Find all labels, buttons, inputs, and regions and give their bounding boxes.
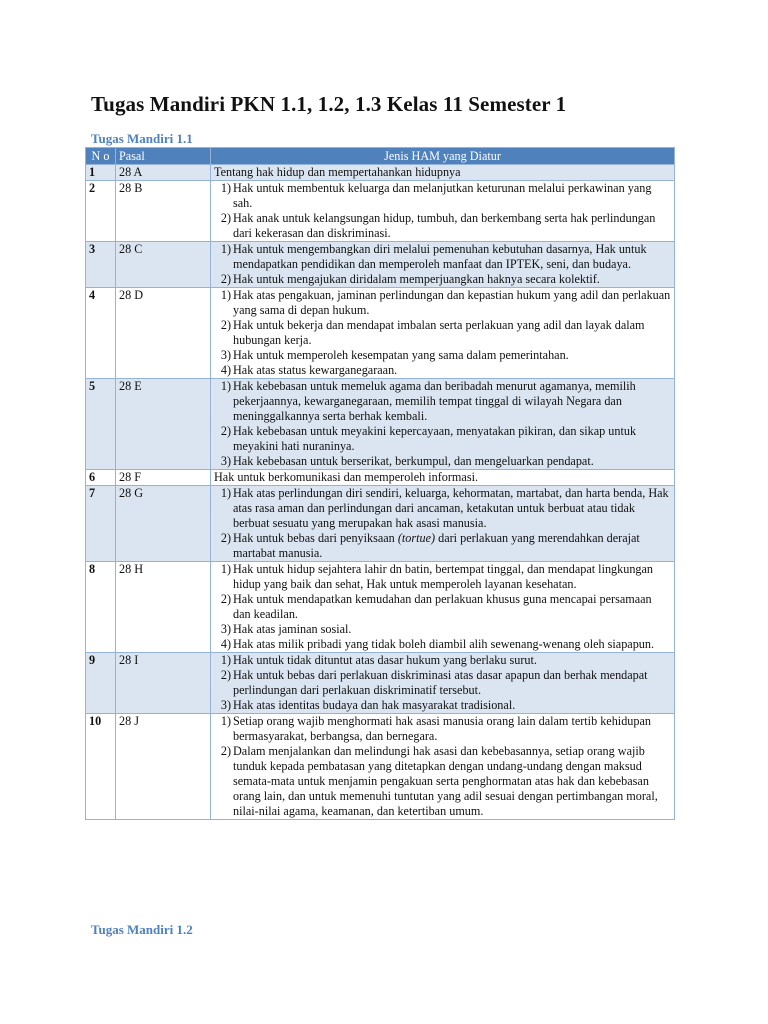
ham-item-list [211, 288, 671, 378]
item-text: Hak untuk bebas dari perlakuan diskriminasi atas dasar apapun dan berhak mendapat perlindungan dari perlakuan diskriminatif tersebut. [233, 668, 648, 697]
item-number: 2) [220, 592, 231, 606]
table-header-row [86, 148, 675, 165]
list-item [220, 714, 671, 744]
row-jenis-ham [211, 181, 675, 242]
column-header-jenis-ham: Jenis HAM yang Diatur [211, 148, 675, 165]
row-jenis-ham [211, 242, 675, 288]
list-item [220, 348, 671, 363]
section-title-1-2: Tugas Mandiri 1.2 [91, 922, 193, 937]
document-title: Tugas Mandiri PKN 1.1, 1.2, 1.3 Kelas 11 Semester 1 [91, 92, 567, 116]
table-row [86, 714, 675, 820]
table-row [86, 562, 675, 653]
item-text: Hak atas identitas budaya dan hak masyarakat tradisional. [233, 698, 516, 712]
ham-item-list [211, 486, 671, 561]
ham-item-list [211, 714, 671, 819]
list-item [220, 653, 671, 668]
item-text: Hak atas pengakuan, jaminan perlindungan dan kepastian hukum yang adil dan perlakuan yang sama di depan hukum. [233, 288, 671, 317]
table-row [86, 165, 675, 181]
list-item [220, 424, 671, 454]
row-number: 5 [86, 379, 116, 470]
table-row [86, 288, 675, 379]
column-header-no: N o [86, 148, 116, 165]
table-body [86, 165, 675, 820]
item-number: 3) [220, 454, 231, 468]
item-number: 3) [220, 622, 231, 636]
row-jenis-ham [211, 165, 675, 181]
item-number: 4) [220, 637, 231, 651]
row-number: 7 [86, 486, 116, 562]
item-number: 1) [220, 714, 231, 728]
item-text: Hak kebebasan untuk meyakini kepercayaan, menyatakan pikiran, dan sikap untuk meyakini hati nuraninya. [233, 424, 637, 453]
row-number: 9 [86, 653, 116, 714]
row-pasal: 28 H [116, 562, 211, 653]
item-number: 2) [220, 272, 231, 286]
ham-item-list [211, 653, 671, 713]
item-text: Hak untuk hidup sejahtera lahir dn batin, bertempat tinggal, dan mendapat lingkungan hidup yang baik dan sehat, Hak untuk memperoleh layanan kesehatan. [233, 562, 654, 591]
table-row [86, 653, 675, 714]
item-text: Hak untuk membentuk keluarga dan melanjutkan keturunan melalui perkawinan yang sah. [233, 181, 652, 210]
item-text: Hak atas status kewarganegaraan. [233, 363, 398, 377]
row-jenis-ham [211, 653, 675, 714]
row-pasal: 28 G [116, 486, 211, 562]
ham-item-list [211, 379, 671, 469]
item-number: 1) [220, 181, 231, 195]
ham-item-list [211, 242, 671, 287]
row-number: 1 [86, 165, 116, 181]
row-jenis-ham [211, 288, 675, 379]
item-number: 1) [220, 288, 231, 302]
row-number: 2 [86, 181, 116, 242]
item-text: Hak atas milik pribadi yang tidak boleh diambil alih sewenang-wenang oleh siapapun. [233, 637, 655, 651]
row-pasal: 28 B [116, 181, 211, 242]
list-item [220, 454, 671, 469]
item-number: 1) [220, 653, 231, 667]
item-number: 1) [220, 562, 231, 576]
list-item [220, 668, 671, 698]
item-text: Setiap orang wajib menghormati hak asasi manusia orang lain dalam tertib kehidupan bermasyarakat, berbangsa, dan bernegara. [233, 714, 651, 743]
table-row [86, 379, 675, 470]
item-number: 2) [220, 668, 231, 682]
item-number: 3) [220, 348, 231, 362]
list-item [220, 698, 671, 713]
item-text: Hak untuk bebas dari penyiksaan (tortue) dari perlakuan yang merendahkan derajat martabat manusia. [233, 531, 640, 560]
table-row [86, 470, 675, 486]
item-text: Hak atas jaminan sosial. [233, 622, 352, 636]
item-text: Hak untuk mendapatkan kemudahan dan perlakuan khusus guna mencapai persamaan dan keadilan. [233, 592, 652, 621]
row-text: Hak untuk berkomunikasi dan memperoleh informasi. [214, 470, 479, 484]
row-jenis-ham [211, 714, 675, 820]
row-text: Tentang hak hidup dan mempertahankan hidupnya [214, 165, 461, 179]
item-number: 3) [220, 698, 231, 712]
row-number: 6 [86, 470, 116, 486]
item-text: Hak untuk mengembangkan diri melalui pemenuhan kebutuhan dasarnya, Hak untuk mendapatkan pendidikan dan memperoleh manfaat dan IPTEK, seni, dan budaya. [233, 242, 647, 271]
list-item [220, 622, 671, 637]
row-number: 3 [86, 242, 116, 288]
list-item [220, 744, 671, 819]
list-item [220, 562, 671, 592]
column-header-pasal: Pasal [116, 148, 211, 165]
list-item [220, 486, 671, 531]
row-pasal: 28 A [116, 165, 211, 181]
ham-item-list [211, 181, 671, 241]
item-number: 2) [220, 531, 231, 545]
table-row [86, 181, 675, 242]
list-item [220, 211, 671, 241]
item-number: 2) [220, 211, 231, 225]
table-row [86, 486, 675, 562]
item-text: Hak anak untuk kelangsungan hidup, tumbuh, dan berkembang serta hak perlindungan dari kekerasan dan diskriminasi. [233, 211, 656, 240]
ham-table [85, 147, 675, 820]
list-item [220, 272, 671, 287]
item-text: Hak untuk bekerja dan mendapat imbalan serta perlakuan yang adil dan layak dalam hubungan kerja. [233, 318, 645, 347]
list-item [220, 531, 671, 561]
row-pasal: 28 C [116, 242, 211, 288]
section-title-1-1: Tugas Mandiri 1.1 [91, 131, 193, 146]
item-number: 2) [220, 424, 231, 438]
list-item [220, 637, 671, 652]
list-item [220, 242, 671, 272]
item-text: Hak kebebasan untuk memeluk agama dan beribadah menurut agamanya, memilih pekerjaannya, kewarganegaraan, memilih tempat tinggal di wilayah Negara dan meninggalkannya serta berhak kembali. [233, 379, 636, 423]
item-text: Hak kebebasan untuk berserikat, berkumpul, dan mengeluarkan pendapat. [233, 454, 594, 468]
row-number: 8 [86, 562, 116, 653]
row-number: 4 [86, 288, 116, 379]
item-number: 1) [220, 486, 231, 500]
item-text: Hak untuk memperoleh kesempatan yang sama dalam pemerintahan. [233, 348, 569, 362]
list-item [220, 363, 671, 378]
table-row [86, 242, 675, 288]
item-text: Hak untuk tidak dituntut atas dasar hukum yang berlaku surut. [233, 653, 537, 667]
ham-item-list [211, 562, 671, 652]
item-text: Hak untuk mengajukan diridalam memperjuangkan haknya secara kolektif. [233, 272, 600, 286]
item-number: 2) [220, 318, 231, 332]
row-pasal: 28 F [116, 470, 211, 486]
item-number: 2) [220, 744, 231, 758]
list-item [220, 288, 671, 318]
list-item [220, 318, 671, 348]
item-text: Hak atas perlindungan diri sendiri, keluarga, kehormatan, martabat, dan harta benda, Hak atas rasa aman dan perlindungan dari ancaman, ketakutan untuk berbuat atau tidak berbuat sesuatu yang merupakan hak asasi manusia. [233, 486, 669, 530]
list-item [220, 181, 671, 211]
item-text: Dalam menjalankan dan melindungi hak asasi dan kebebasannya, setiap orang wajib tunduk kepada pembatasan yang ditetapkan dengan undang-undang dengan maksud semata-mata untuk menjamin pengakuan serta penghormatan atas hak dan kebebasan orang lain, dan untuk memenuhi tuntutan yang adil sesuai dengan pertimbangan moral, nilai-nilai agama, keamanan, dan ketertiban umum. [233, 744, 658, 818]
row-pasal: 28 D [116, 288, 211, 379]
list-item [220, 592, 671, 622]
row-number: 10 [86, 714, 116, 820]
row-jenis-ham [211, 486, 675, 562]
item-number: 1) [220, 379, 231, 393]
item-number: 4) [220, 363, 231, 377]
row-jenis-ham [211, 562, 675, 653]
list-item [220, 379, 671, 424]
row-pasal: 28 I [116, 653, 211, 714]
row-jenis-ham [211, 470, 675, 486]
row-pasal: 28 E [116, 379, 211, 470]
row-jenis-ham [211, 379, 675, 470]
row-pasal: 28 J [116, 714, 211, 820]
item-number: 1) [220, 242, 231, 256]
